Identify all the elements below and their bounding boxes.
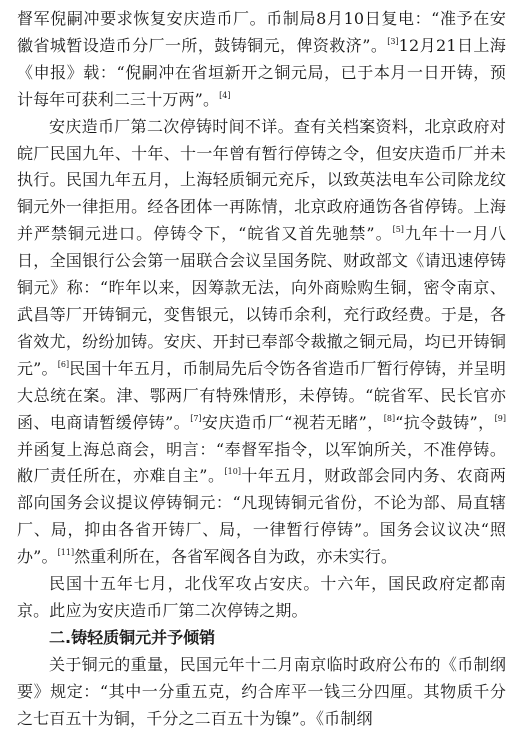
paragraph bbox=[17, 571, 506, 625]
footnote-ref: [11] bbox=[57, 548, 75, 558]
footnote-ref: [3] bbox=[387, 36, 399, 46]
paragraph bbox=[17, 6, 506, 114]
text-run: 民国十五年七月，北伐军攻占安庆。十六年，国民政府定都南京。此应为安庆造币厂第二次停铸之期。 bbox=[17, 574, 506, 620]
text-run: 12月21日上海《申报》载：“倪嗣冲在省垣新开之铜元局，已于本月一日开铸，预计每年可获利二三十万两”。 bbox=[17, 35, 506, 109]
text-run: “抗令鼓铸”， bbox=[395, 412, 495, 432]
footnote-ref: [9] bbox=[494, 413, 506, 423]
footnote-ref: [10] bbox=[224, 467, 241, 477]
text-run: 督军倪嗣冲要求恢复安庆造币厂。币制局8月10日复电：“准予在安徽省城暂设造币分厂一所，鼓铸铜元，俾资救济”。 bbox=[17, 9, 506, 55]
section-heading: 二.铸轻质铜元并予倾销 bbox=[49, 627, 216, 647]
footnote-ref: [5] bbox=[392, 225, 404, 235]
footnote-ref: [8] bbox=[383, 413, 396, 423]
footnote-ref: [7] bbox=[190, 413, 202, 423]
text-run: 民国十年五月，币制局先后令饬各省造币厂暂行停铸，并呈明大总统在案。津、鄂两厂有特殊情形，未停铸。“皖省军、民长官亦函、电商请暂缓停铸”。 bbox=[17, 358, 506, 432]
text-run: 并函复上海总商会，明言：“奉督军指令，以军饷所关，不准停铸。敝厂责任所在，亦难自主”。 bbox=[17, 439, 506, 486]
text-run: 九年十一月八日，全国银行公会第一届联合会议呈国务院、财政部文《请迅速停铸铜元》称：“昨年以来，因筹款无法，向外商赊购生铜，密令南京、武昌等厂开铸铜元，变售银元，以铸币余利，充行政经费。于是，各省效尤，纷纷加铸。安庆、开封已奉部令裁撤之铜元局，均已开铸铜元”。 bbox=[17, 224, 506, 378]
text-run: 然重利所在，各省军阀各自为政，亦未实行。 bbox=[74, 547, 398, 567]
paragraph: 关于铜元的重量，民国元年十二月南京临时政府公布的《币制纲要》规定：“其中一分重五克，约合库平一钱三分四厘。其物质千分之七百五十为铜，千分之二百五十为镍”。《币制纲 bbox=[17, 654, 506, 728]
text-run: 十年五月，财政部会同内务、农商两部向国务会议提议停铸铜元：“凡现铸铜元省份，不论为部、局直辖厂、局，抑由各省开铸厂、局，一律暂行停铸”。国务会议议决“照办”。 bbox=[17, 466, 506, 567]
text-run: 安庆造币厂第二次停铸时间不详。查有关档案资料，北京政府对皖厂民国九年、十年、十一年曾有暂行停铸之令，但安庆造币厂并未执行。民国九年五月，上海轻质铜元充斥，以致英法电车公司除龙纹铜元外一律拒用。经各团体一再陈情，北京政府通饬各省停铸。上海并严禁铜元进口。停铸令下，“皖省又首先驰禁”。 bbox=[17, 116, 506, 244]
text-run: 安庆造币厂“视若无睹”， bbox=[201, 412, 384, 432]
footnote-ref: [6] bbox=[57, 359, 70, 369]
paragraph bbox=[17, 114, 506, 571]
body-text bbox=[17, 6, 506, 625]
footnote-ref: [4] bbox=[219, 90, 231, 100]
